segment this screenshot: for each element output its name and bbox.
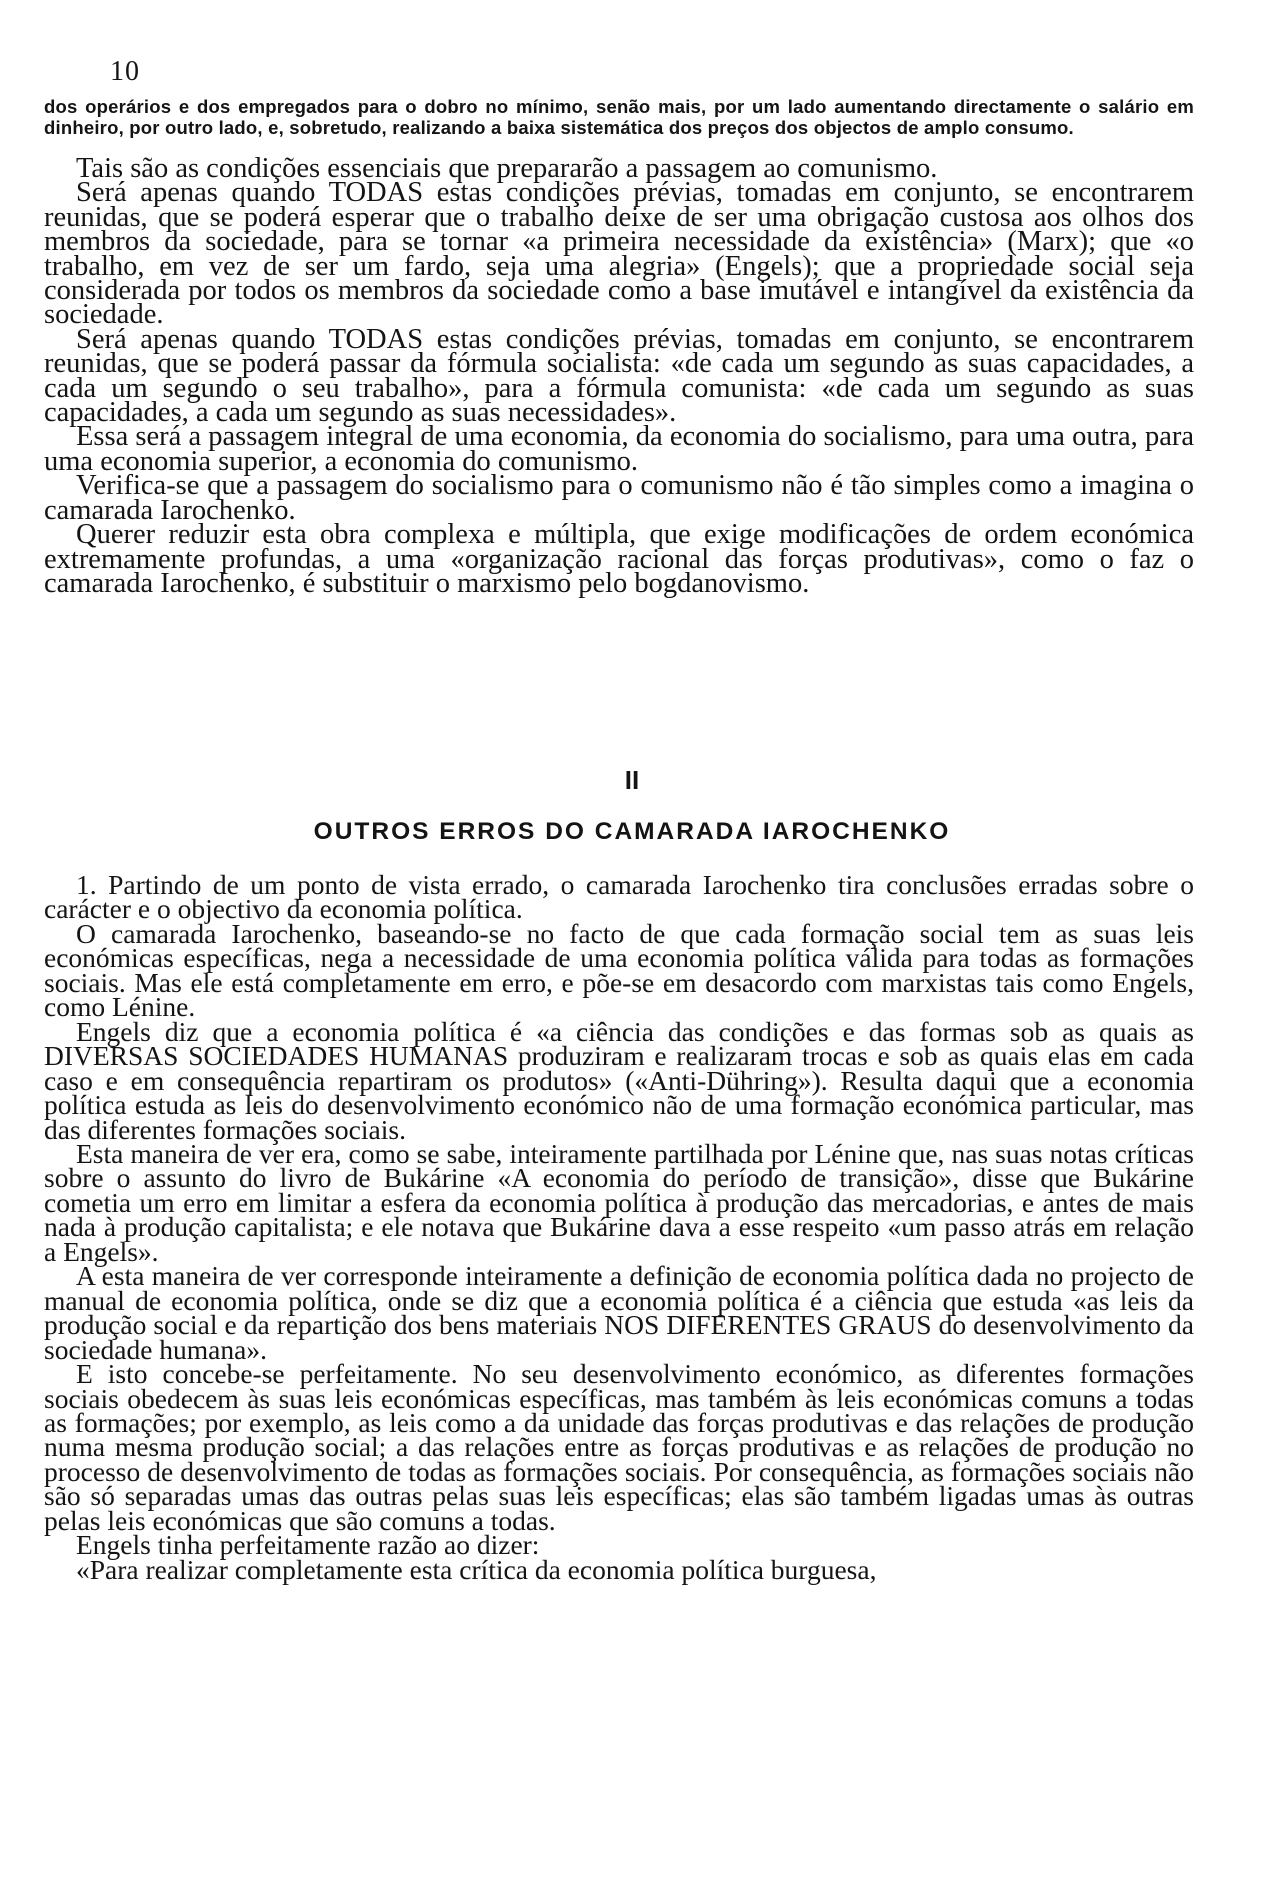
paragraph: Esta maneira de ver era, como se sabe, inteiramente partilhada por Lénine que, nas suas notas críticas sobre o assunto do livro de Bukárine «A economia do período de transição», disse que Bukárine cometia um erro em limitar a esfera da economia política à produção das mercadorias, e antes de mais nada à produção capitalista; e ele notava que Bukárine dava a esse respeito «um passo atrás em relação a Engels». <box>44 1137 1194 1267</box>
paragraph: Querer reduzir esta obra complexa e múltipla, que exige modificações de ordem económica extremamente profundas, a uma «organização racional das forças produtivas», como o faz o camarada Iarochenko, é substituir o marxismo pelo bogdanovismo. <box>44 519 1194 599</box>
section-number: II <box>624 765 640 795</box>
intro-paragraph: dos operários e dos empregados para o dobro no mínimo, senão mais, por um lado aumentando directamente o salário em dinheiro, por outro lado, e, sobretudo, realizando a baixa sistemática dos preços dos objectos de amplo consumo. <box>44 96 1194 138</box>
paragraph: Engels diz que a economia política é «a ciência das condições e das formas sob as quais as DIVERSAS SOCIEDADES HUMANAS produziram e realizaram trocas e sob as quais elas em cada caso e em consequência repartiram os produtos» («Anti-Dühring»). Resulta daqui que a economia política estuda as leis do desenvolvimento económico não de uma formação económica particular, mas das diferentes formações sociais. <box>44 1015 1194 1145</box>
paragraph: O camarada Iarochenko, baseando-se no facto de que cada formação social tem as suas leis económicas específicas, nega a necessidade de uma economia política válida para todas as formações sociais. Mas ele está completamente em erro, e põe-se em desacordo com marxistas tais como Engels, como Lénine. <box>44 917 1194 1023</box>
paragraph: Será apenas quando TODAS estas condições prévias, tomadas em conjunto, se encontrarem reunidas, que se poderá passar da fórmula socialista: «de cada um segundo as suas capacidades, a cada um segundo o seu trabalho», para a fórmula comunista: «de cada um segundo as suas capacidades, a cada um segundo as suas necessidades». <box>44 323 1194 429</box>
paragraph: Tais são as condições essenciais que prepararão a passagem ao comunismo. <box>76 153 938 184</box>
paragraph: 1. Partindo de um ponto de vista errado, o camarada Iarochenko tira conclusões erradas sobre o carácter e o objectivo da economia política. <box>44 869 1194 925</box>
paragraph: Verifica-se que a passagem do socialismo para o comunismo não é tão simples como a imagina o camarada Iarochenko. <box>44 470 1194 526</box>
body-text-section-1 <box>44 153 1194 599</box>
paragraph: E isto concebe-se perfeitamente. No seu desenvolvimento económico, as diferentes formações sociais obedecem às suas leis económicas específicas, mas também às leis económicas comuns a todas as formações; por exemplo, as leis como a da unidade das forças produtivas e das relações de produção numa mesma produção social; a das relações entre as forças produtivas e as relações de produção no processo de desenvolvimento de todas as formações sociais. Por consequência, as formações sociais não são só separadas umas das outras pelas suas leis específicas; elas são também ligadas umas às outras pelas leis económicas que são comuns a todas. <box>44 1358 1194 1536</box>
paragraph: Será apenas quando TODAS estas condições prévias, tomadas em conjunto, se encontrarem reunidas, que se poderá esperar que o trabalho deixe de ser uma obrigação custosa aos olhos dos membros da sociedade, para se tornar «a primeira necessidade da existência» (Marx); que «o trabalho, em vez de ser um fardo, seja uma alegria» (Engels); que a propriedade social seja considerada por todos os membros da sociedade como a base imutável e intangível da existência da sociedade. <box>44 177 1194 331</box>
paragraph: Essa será a passagem integral de uma economia, da economia do socialismo, para uma outra, para uma economia superior, a economia do comunismo. <box>44 421 1194 477</box>
paragraph: Engels tinha perfeitamente razão ao dizer: <box>76 1529 540 1561</box>
page-number: 10 <box>110 56 140 87</box>
paragraph: A esta maneira de ver corresponde inteiramente a definição de economia política dada no projecto de manual de economia política, onde se diz que a economia política é a ciência que estuda «as leis da produção social e da repartição dos bens materiais NOS DIFERENTES GRAUS do desenvolvimento da sociedade humana». <box>44 1260 1194 1365</box>
section-title: OUTROS ERROS DO CAMARADA IAROCHENKO <box>313 818 951 845</box>
paragraph: «Para realizar completamente esta crítica da economia política burguesa, <box>76 1553 877 1585</box>
body-text-section-2 <box>44 869 1194 1585</box>
